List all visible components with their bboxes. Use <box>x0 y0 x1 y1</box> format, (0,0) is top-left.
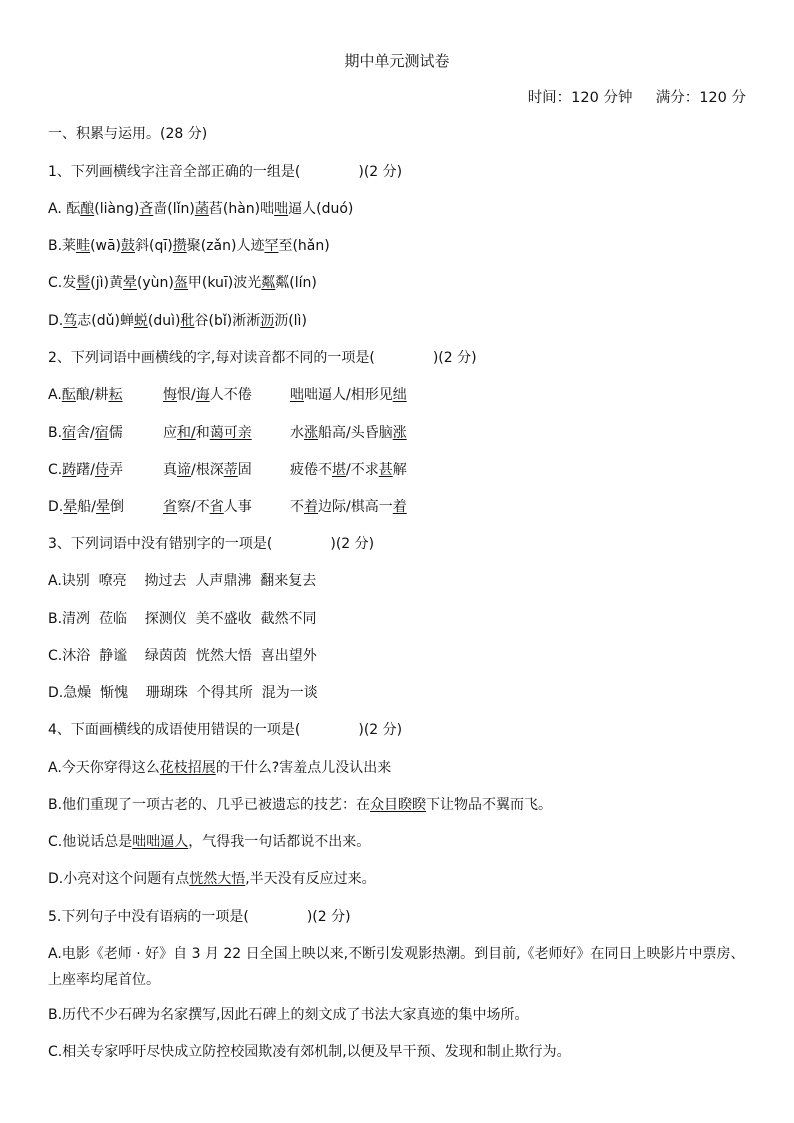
question-1-stem-text: 1、下列画横线字注音全部正确的一组是( <box>48 164 301 180</box>
question-1-option-a: A. 酝酿(liàng)吝啬(lǐn)菡萏(hàn)咄咄逼人(duó) <box>48 201 354 217</box>
question-3-option-d: D.急燥 惭愧 珊瑚珠 个得其所 混为一谈 <box>48 685 318 701</box>
question-4-stem-text: 4、下面画横线的成语使用错误的一项是( <box>48 722 301 738</box>
question-4-option-d: D.小亮对这个问题有点恍然大悟,半天没有反应过来。 <box>48 871 376 887</box>
question-1-option-c: C.发髻(jì)黄晕(yùn)盔甲(kuī)波光粼粼(lín) <box>48 275 317 291</box>
question-4-option-a: A.今天你穿得这么花枝招展的干什么?害羞点儿没认出来 <box>48 760 392 776</box>
question-3-option-b: B.清冽 莅临 探测仪 美不盛收 截然不同 <box>48 611 317 627</box>
question-5-option-c: C.相关专家呼吁尽快成立防控校园欺凌有郊机制,以便及早干预、发现和制止欺行为。 <box>48 1044 571 1060</box>
question-3-option-c: C.沐浴 静谧 绿茵茵 恍然大悟 喜出望外 <box>48 648 317 664</box>
question-5-stem <box>48 907 754 927</box>
question-1-stem <box>48 162 754 182</box>
question-4-option-b: B.他们重现了一项古老的、几乎已被遗忘的技艺：在众目睽睽下让物品不翼而飞。 <box>48 797 553 813</box>
question-5-stem-text: 5.下列句子中没有语病的一项是( <box>48 909 249 925</box>
question-5-option-a: A.电影《老师 · 好》自 3 月 22 日全国上映以来,不断引发观影热潮。到目前,《老师好》在同日上映影片中票房、上座率均尾首位。 <box>48 946 745 988</box>
question-5-score: )(2 分) <box>306 909 351 925</box>
question-4-option-c: C.他说话总是咄咄逼人，气得我一句话都说不出来。 <box>48 834 371 850</box>
question-1-score: )(2 分) <box>358 164 403 180</box>
question-3-option-a: A.诀别 嘹亮 拗过去 人声鼎沸 翻来复去 <box>48 573 317 589</box>
question-1-option-b: B.莱畦(wā)鼓斜(qī)攒聚(zǎn)人迹罕至(hǎn) <box>48 238 330 254</box>
question-1-option-d: D.笃志(dǔ)蝉蜕(duì)秕谷(bǐ)淅淅沥沥(lì) <box>48 313 307 329</box>
question-2-score: )(2 分) <box>432 350 477 366</box>
question-5-option-b: B.历代不少石碑为名家撰写,因此石碑上的刻文成了书法大家真迹的集中场所。 <box>48 1007 529 1023</box>
question-3-stem <box>48 534 754 554</box>
question-2-stem <box>48 348 754 368</box>
question-3-score: )(2 分) <box>330 536 375 552</box>
question-4-score: )(2 分) <box>358 722 403 738</box>
exam-time: 时间：120 分钟 <box>527 90 633 106</box>
question-2-option-c: C.踌躇/侍弄 真谛/根深蒂固 疲倦不堪/不求甚解 <box>48 462 407 478</box>
question-2-stem-text: 2、下列词语中画横线的字,每对读音都不同的一项是( <box>48 350 375 366</box>
question-3-stem-text: 3、下列词语中没有错别字的一项是( <box>48 536 273 552</box>
exam-full-score: 满分：120 分 <box>655 90 746 106</box>
question-4-stem <box>48 720 754 740</box>
section-heading: 一、积累与运用。(28 分) <box>48 126 208 142</box>
page-title: 期中单元测试卷 <box>344 52 450 70</box>
question-2-option-d: D.晕船/晕倒 省察/不省人事 不着边际/棋高一着 <box>48 499 407 515</box>
question-2-option-a: A.酝酿/耕耘 悔恨/诲人不倦 咄咄逼人/相形见绌 <box>48 387 407 403</box>
question-2-option-b: B.宿舍/宿儒 应和/和蔼可亲 水涨船高/头昏脑涨 <box>48 425 407 441</box>
exam-meta <box>0 88 746 108</box>
